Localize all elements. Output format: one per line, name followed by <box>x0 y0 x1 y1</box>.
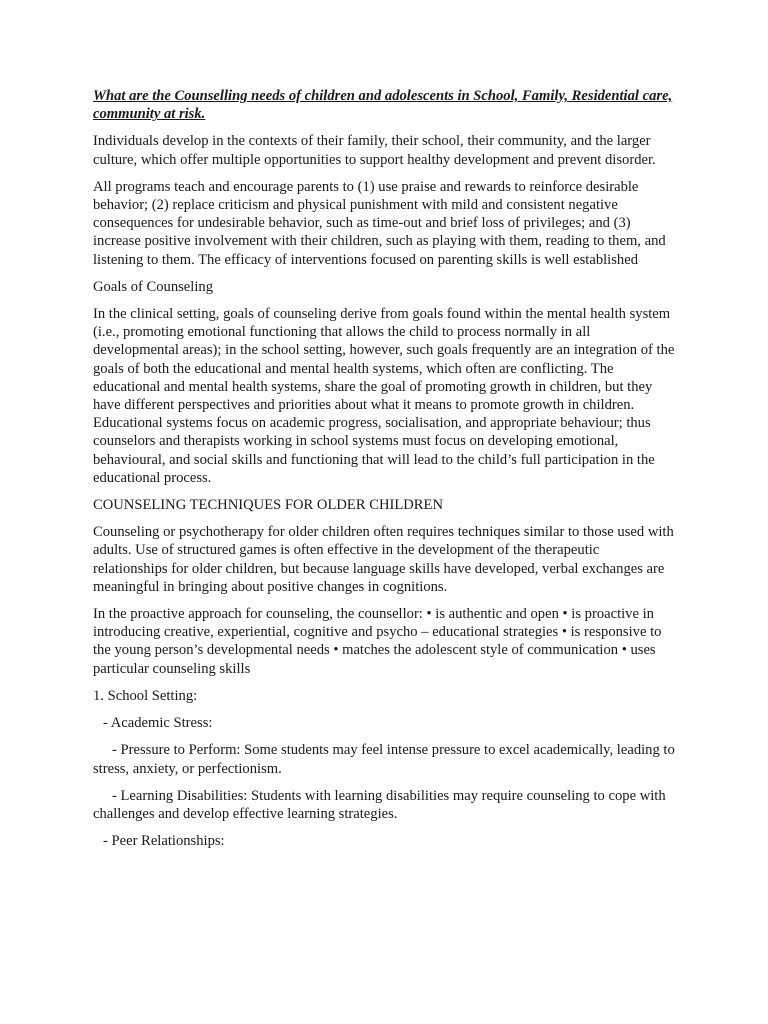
heading-goals: Goals of Counseling <box>93 278 213 295</box>
document-page <box>93 87 677 859</box>
list-item-learning-disabilities <box>93 787 677 823</box>
paragraph-clinical-setting: In the clinical setting, goals of counseling derive from goals found within the mental health system (i.e., promoting emotional functioning that allows the child to process normally in all developmental areas); in the school setting, however, such goals frequently are an integration of the goals of both the educational and mental health systems, which often are conflicting. The educational and mental health systems, share the goal of promoting growth in children, but they have different perspectives and priorities about what it means to promote growth in children. Educational systems focus on academic progress, socialisation, and appropriate behaviour; thus counselors and therapists working in school systems must focus on developing emotional, behavioural, and social skills and functioning that will lead to the child’s full participation in the educational process. <box>93 306 675 486</box>
heading-techniques: COUNSELING TECHNIQUES FOR OLDER CHILDREN <box>93 497 443 514</box>
learning-disabilities-text: - Learning Disabilities: Students with learning disabilities may require counseling to cope with challenges and develop effective learning strategies. <box>93 787 666 822</box>
paragraph-older-children: Counseling or psychotherapy for older children often requires techniques similar to those used with adults. Use of structured games is often effective in the development of the therapeutic relationships for older children, but because language skills have developed, verbal exchanges are meaningful in bringing about positive changes in cognitions. <box>93 524 674 595</box>
list-item-pressure-to-perform <box>93 741 677 777</box>
paragraph-intro: Individuals develop in the contexts of their family, their school, their community, and the larger culture, which offer multiple opportunities to support healthy development and prevent disorder. <box>93 133 656 168</box>
paragraph-programs: All programs teach and encourage parents to (1) use praise and rewards to reinforce desirable behavior; (2) replace criticism and physical punishment with mild and consistent negative consequences for undesirable behavior, such as time-out and brief loss of privileges; and (3) increase positive involvement with their children, such as playing with them, reading to them, and listening to them. The efficacy of interventions focused on parenting skills is well established <box>93 178 666 268</box>
list-item-academic-stress: - Academic Stress: <box>103 715 213 732</box>
paragraph-proactive-approach: In the proactive approach for counseling, the counsellor: • is authentic and open • is proactive in introducing creative, experiential, cognitive and psycho – educational strategies • is responsive to the young person’s developmental needs • matches the adolescent style of communication • uses particular counseling skills <box>93 606 662 677</box>
pressure-to-perform-text: - Pressure to Perform: Some students may feel intense pressure to excel academically, leading to stress, anxiety, or perfectionism. <box>93 742 675 777</box>
list-item-peer-relationships: - Peer Relationships: <box>103 833 225 850</box>
list-item-school-setting: 1. School Setting: <box>93 687 198 704</box>
document-title: What are the Counselling needs of children and adolescents in School, Family, Residential care, community at risk. <box>93 88 673 123</box>
